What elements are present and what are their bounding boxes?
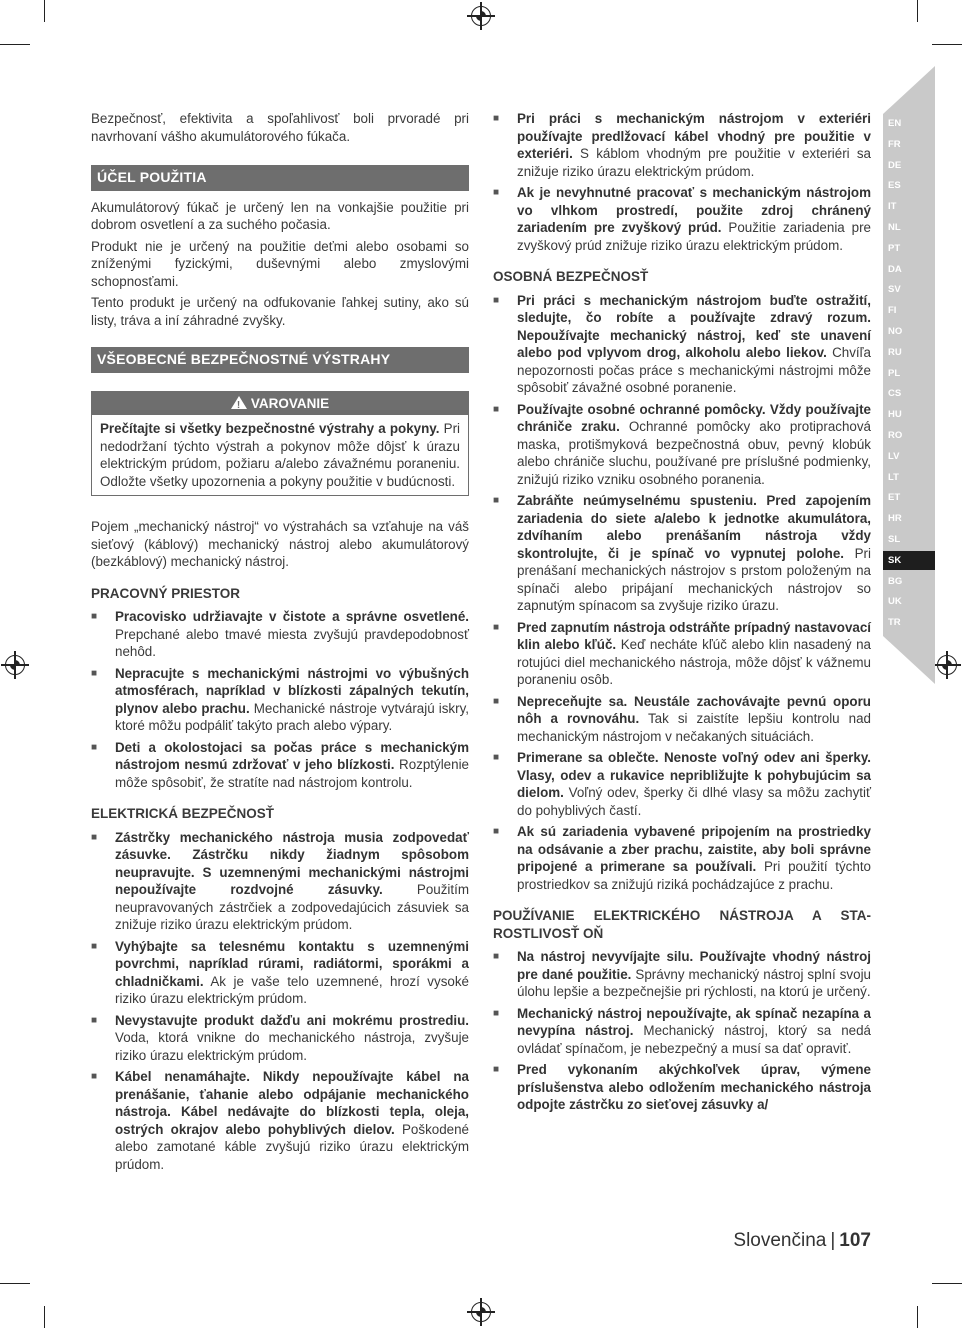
list-item — [493, 292, 871, 397]
item-bold: Nevystavujte produkt dažďu ani mokrému prostrediu. — [115, 1012, 469, 1028]
warning-header — [92, 392, 468, 416]
language-tab-tr[interactable]: TR — [888, 617, 901, 629]
item-text: S káblom vhodným pre použitie v exteriéri sa znižuje riziko úrazu elektrickým prúdom. — [517, 146, 871, 179]
language-tab-et[interactable]: ET — [888, 492, 901, 504]
crop-mark — [0, 1283, 30, 1284]
item-text: Voda, ktorá vnikne do mechanického nástroja, zvyšuje riziko úrazu elektrickým prúdom. — [115, 1030, 469, 1063]
item-bold: Pracovisko udržiavajte v čistote a správne osvetlené. — [115, 609, 469, 624]
item-bold: Pri práci s mechanickým nástrojom v exteriéri používajte predlžovací kábel vhodný pre použitie v exteriéri. — [517, 111, 871, 161]
language-tab-de[interactable]: DE — [888, 159, 902, 171]
item-bold: Vyhýbajte sa telesnému kontaktu s uzemnenými povrchmi, napríklad rúrami, radiátormi, sporákmi a chladničkami. — [115, 938, 469, 989]
list-item — [493, 110, 871, 180]
electric-list — [91, 829, 469, 1174]
crop-mark — [932, 1283, 962, 1284]
warning-body — [92, 415, 468, 495]
item-bold: Primerane sa oblečte. Nenoste voľný odev ani šperky. Vlasy, odev a rukavice nepribližujte k pohybujúcim sa dielom. — [517, 750, 871, 800]
language-tab-en[interactable]: EN — [888, 118, 902, 129]
language-tab-it[interactable]: IT — [888, 201, 897, 213]
warning-icon — [231, 396, 247, 409]
list-item — [91, 1012, 469, 1065]
intro-text: Bezpečnosť, efektivita a spoľahlivosť boli prvoradé pri navrhovaní vášho akumulátorového fúkača. — [91, 111, 469, 144]
item-text: Voľný odev, šperky či dlhé vlasy sa môžu zachytiť do pohyblivých častí. — [517, 785, 871, 818]
footer-language: Slovenčina — [733, 1230, 827, 1251]
language-tab-sl[interactable]: SL — [888, 534, 901, 545]
list-item — [493, 401, 871, 489]
electric-list-continued — [493, 110, 871, 254]
item-bold: Nepracujte s mechanickými nástrojmi vo výbušných atmosférach, napríklad v blízkosti zápalných tekutín, plynov alebo prachu. — [115, 665, 469, 716]
item-text: Pri prenášaní mechanických nástrojov s prstom položeným na spínači alebo pripájaní mechanických nástrojov so zapnutým spínacom sa zvyšuje riziko úrazu. — [517, 545, 871, 613]
item-text: Použitie zariadenia pre zvyškový prúd znižuje riziko úrazu elektrickým prúdom. — [517, 220, 871, 253]
item-text: Mechanický nástroj, ktorý sa nedá ovládať spínačom, je nebezpečný a musí sa dať opraviť. — [517, 1023, 871, 1056]
list-item — [493, 749, 871, 819]
language-tab-da[interactable]: DA — [888, 263, 902, 275]
item-text: Tak si zaistíte lepšiu kontrolu nad mechanickým nástrojom v nečakaných situáciách. — [517, 711, 871, 744]
warning-text: Pri nedodržaní týchto výstrah a pokynov môže dôjsť k úrazu elektrickým prúdom, požiaru a/alebo závažnému poraneniu. Odložte všetky upozornenia a pokyny použitie v budúcnosti. — [100, 421, 460, 489]
list-item — [493, 1061, 871, 1114]
language-tab-pl[interactable]: PL — [888, 367, 901, 379]
item-bold: Na nástroj nevyvíjajte silu. Používajte vhodný nástroj pre dané použitie. — [517, 949, 871, 982]
list-item — [91, 829, 469, 934]
item-text: Mechanické nástroje vytvárajú iskry, ktoré môžu podpáliť takýto prach alebo výpary. — [115, 700, 469, 733]
language-tab-lt[interactable]: LT — [888, 471, 899, 483]
language-tab-es[interactable]: ES — [888, 180, 901, 192]
crop-mark — [44, 1306, 45, 1328]
item-text: Rozptýlenie môže spôsobiť, že stratíte nad nástrojom kontrolu. — [115, 757, 469, 790]
registration-mark-icon — [471, 1302, 491, 1322]
list-item — [493, 492, 871, 615]
language-tab-uk[interactable]: UK — [888, 596, 902, 608]
page-footer — [700, 1230, 871, 1252]
footer-separator: | — [830, 1230, 836, 1251]
personal-heading: OSOBNÁ BEZPEČNOSŤ — [493, 269, 649, 284]
crop-mark — [44, 0, 45, 22]
purpose-paragraph: Akumulátorový fúkač je určený len na vonkajšie použitie pri dobrom osvetlení a za suchého počasia. — [91, 199, 469, 232]
item-text: Poškodené alebo zamotané káble zvyšujú riziko úrazu elektrickým prúdom. — [115, 1121, 470, 1172]
warning-title: VAROVANIE — [250, 395, 330, 411]
purpose-heading: ÚČEL POUŽITIA — [91, 165, 469, 191]
language-tab-hu[interactable]: HU — [888, 409, 902, 421]
purpose-paragraph: Produkt nie je určený na použitie deťmi alebo osobami so zníženými fyzickými, duševnými alebo zmyslovými schopnosťami. — [91, 238, 469, 289]
language-tab-nl[interactable]: NL — [888, 222, 901, 233]
list-item — [91, 665, 469, 735]
language-tab-bg[interactable]: BG — [888, 575, 903, 587]
item-bold: Pri práci s mechanickým nástrojom buďte ostražití, sledujte, čo robíte a používajte zdravý rozum. Nepoužívajte mechanický nástroj, keď ste unavení alebo pod vplyvom drog, alkoholu alebo liekov. — [517, 292, 871, 360]
list-item — [493, 948, 871, 1001]
purpose-paragraph: Tento produkt je určený na odfukovanie ľahkej sutiny, ako sú listy, tráva a iní záhradné zvyšky. — [91, 295, 469, 328]
registration-mark-icon — [937, 655, 957, 675]
language-tab-cs[interactable]: CS — [888, 388, 902, 400]
language-tab-sv[interactable]: SV — [888, 284, 901, 296]
language-tab-ru[interactable]: RU — [888, 346, 902, 358]
crop-mark — [917, 1306, 918, 1328]
language-tab-ro[interactable]: RO — [888, 430, 903, 441]
item-bold: Mechanický nástroj nepoužívajte, ak spínač nezapína a nevypína nástroj. — [517, 1005, 871, 1038]
electric-heading: ELEKTRICKÁ BEZPEČNOSŤ — [91, 806, 275, 821]
list-item — [91, 1068, 469, 1173]
language-tab-no[interactable]: NO — [888, 326, 903, 337]
list-item — [493, 693, 871, 746]
language-tab-bar — [883, 66, 935, 684]
workarea-heading: PRACOVNÝ PRIESTOR — [91, 585, 241, 601]
item-bold: Používajte osobné ochranné pomôcky. Vždy používajte chrániče zraku. — [517, 401, 871, 434]
list-item — [91, 938, 469, 1008]
language-tab-fi[interactable]: FI — [888, 305, 897, 317]
use-heading: POUŽÍVANIE ELEKTRICKÉHO NÁSTROJA A STA-ROSTLIVOSŤ OŇ — [493, 908, 871, 941]
item-text: Použitím neupravovaných zástrčiek a zodpovedajúcich zásuviek sa znižuje riziko úrazu elektrickým prúdom. — [115, 882, 470, 932]
registration-mark-icon — [471, 6, 491, 26]
list-item — [493, 823, 871, 893]
language-tab-hr[interactable]: HR — [888, 513, 902, 525]
item-text: Chvíľa nepozornosti počas práce s mechanickými nástrojmi môže spôsobiť závažné osobné poranenie. — [517, 345, 871, 395]
crop-mark — [917, 0, 918, 22]
item-text: Pri použití týchto prostriedkov sa znižujú riziká pochádzajúce z prachu. — [517, 859, 871, 892]
workarea-list — [91, 608, 469, 791]
list-item — [91, 608, 469, 661]
item-bold: Ak sú zariadenia vybavené pripojením na prostriedky na odsávanie a zber prachu, zaistite, aby boli správne pripojené a primerane sa používali. — [517, 824, 871, 874]
warning-box — [91, 391, 469, 497]
general-warnings-heading: VŠEOBECNÉ BEZPEČNOSTNÉ VÝSTRAHY — [91, 347, 469, 373]
item-bold: Pred zapnutím nástroja odstráňte prípadný nastavovací klin alebo kľúč. — [517, 619, 871, 652]
warning-bold: Prečítajte si všetky bezpečnostné výstrahy a pokyny. — [100, 421, 440, 436]
item-bold: Pred vykonaním akýchkoľvek úprav, výmene príslušenstva alebo odložením mechanického nástroja odpojte zástrčku zo sieťovej zásuvky a/ — [517, 1062, 871, 1112]
registration-mark-icon — [5, 655, 25, 675]
personal-list — [493, 292, 871, 894]
item-bold: Deti a okolostojaci sa počas práce s mechanickým nástrojom nesmú zdržovať v jeho blízkosti. — [115, 739, 469, 772]
language-tab-sk[interactable]: SK — [883, 551, 935, 570]
item-text: Ak je vaše telo uzemnené, hrozí vysoké riziko úrazu elektrickým prúdom. — [115, 973, 469, 1006]
item-text: Prepchané alebo tmavé miesta zvyšujú pravdepodobnosť nehôd. — [115, 626, 469, 659]
item-bold: Zástrčky mechanického nástroja musia zodpovedať zásuvke. Zástrčku nikdy žiadnym spôsobom neupravujte. S uzemnenými mechanickými nástrojmi nepoužívajte rozdvojné zásuvky. — [115, 829, 469, 897]
item-text: Ochranné pomôcky ako protiprachová maska, protišmyková bezpečnostná obuv, pevný klobúk alebo chrániče sluchu, používané pre príslušné podmienky, znižujú riziko vzniku osobného poranenia. — [517, 419, 871, 487]
language-tab-fr[interactable]: FR — [888, 138, 901, 150]
item-bold: Kábel nenamáhajte. Nikdy nepoužívajte kábel na prenášanie, ťahanie alebo odpájanie mechanického nástroja. Kábel nedávajte do blízkosti tepla, oleja, ostrých okrajov alebo pohyblivých dielov. — [115, 1069, 469, 1137]
language-tab-lv[interactable]: LV — [888, 450, 900, 462]
page-number: 107 — [839, 1230, 871, 1251]
item-bold: Zabráňte neúmyselnému spusteniu. Pred zapojením zariadenia do siete a/alebo k jednotke akumulátora, zdvíhaním alebo prenášaním nástroja vždy skontrolujte, či je spínač vo vypnutej polohe. — [517, 493, 871, 561]
item-bold: Ak je nevyhnutné pracovať s mechanickým nástrojom vo vlhkom prostredí, použite zdroj chránený zariadením pre zvyškový prúd. — [517, 185, 871, 235]
language-tab-pt[interactable]: PT — [888, 242, 901, 254]
list-item — [493, 184, 871, 254]
crop-mark — [932, 44, 962, 45]
item-bold: Nepreceňujte sa. Neustále zachovávajte pevnú oporu nôh a rovnováhu. — [517, 693, 871, 726]
term-paragraph: Pojem „mechanický nástroj“ vo výstrahách sa vzťahuje na váš sieťový (káblový) mechanický nástroj alebo akumulátorový (bezkáblový) mechanický nástroj. — [91, 519, 469, 569]
crop-mark — [0, 44, 30, 45]
use-list — [493, 948, 871, 1114]
right-column — [493, 110, 871, 1118]
item-text: Keď necháte kľúč alebo klin nasadený na rotujúci diel mechanického nástroja, môže dôjsť k vážnemu poraneniu osôb. — [517, 637, 872, 687]
list-item — [493, 619, 871, 689]
list-item — [493, 1005, 871, 1058]
list-item — [91, 739, 469, 792]
left-column — [91, 110, 469, 1177]
item-text: Správny mechanický nástroj splní svoju úlohu lepšie a bezpečnejšie pri rýchlosti, na ktorú je určený. — [517, 966, 871, 999]
